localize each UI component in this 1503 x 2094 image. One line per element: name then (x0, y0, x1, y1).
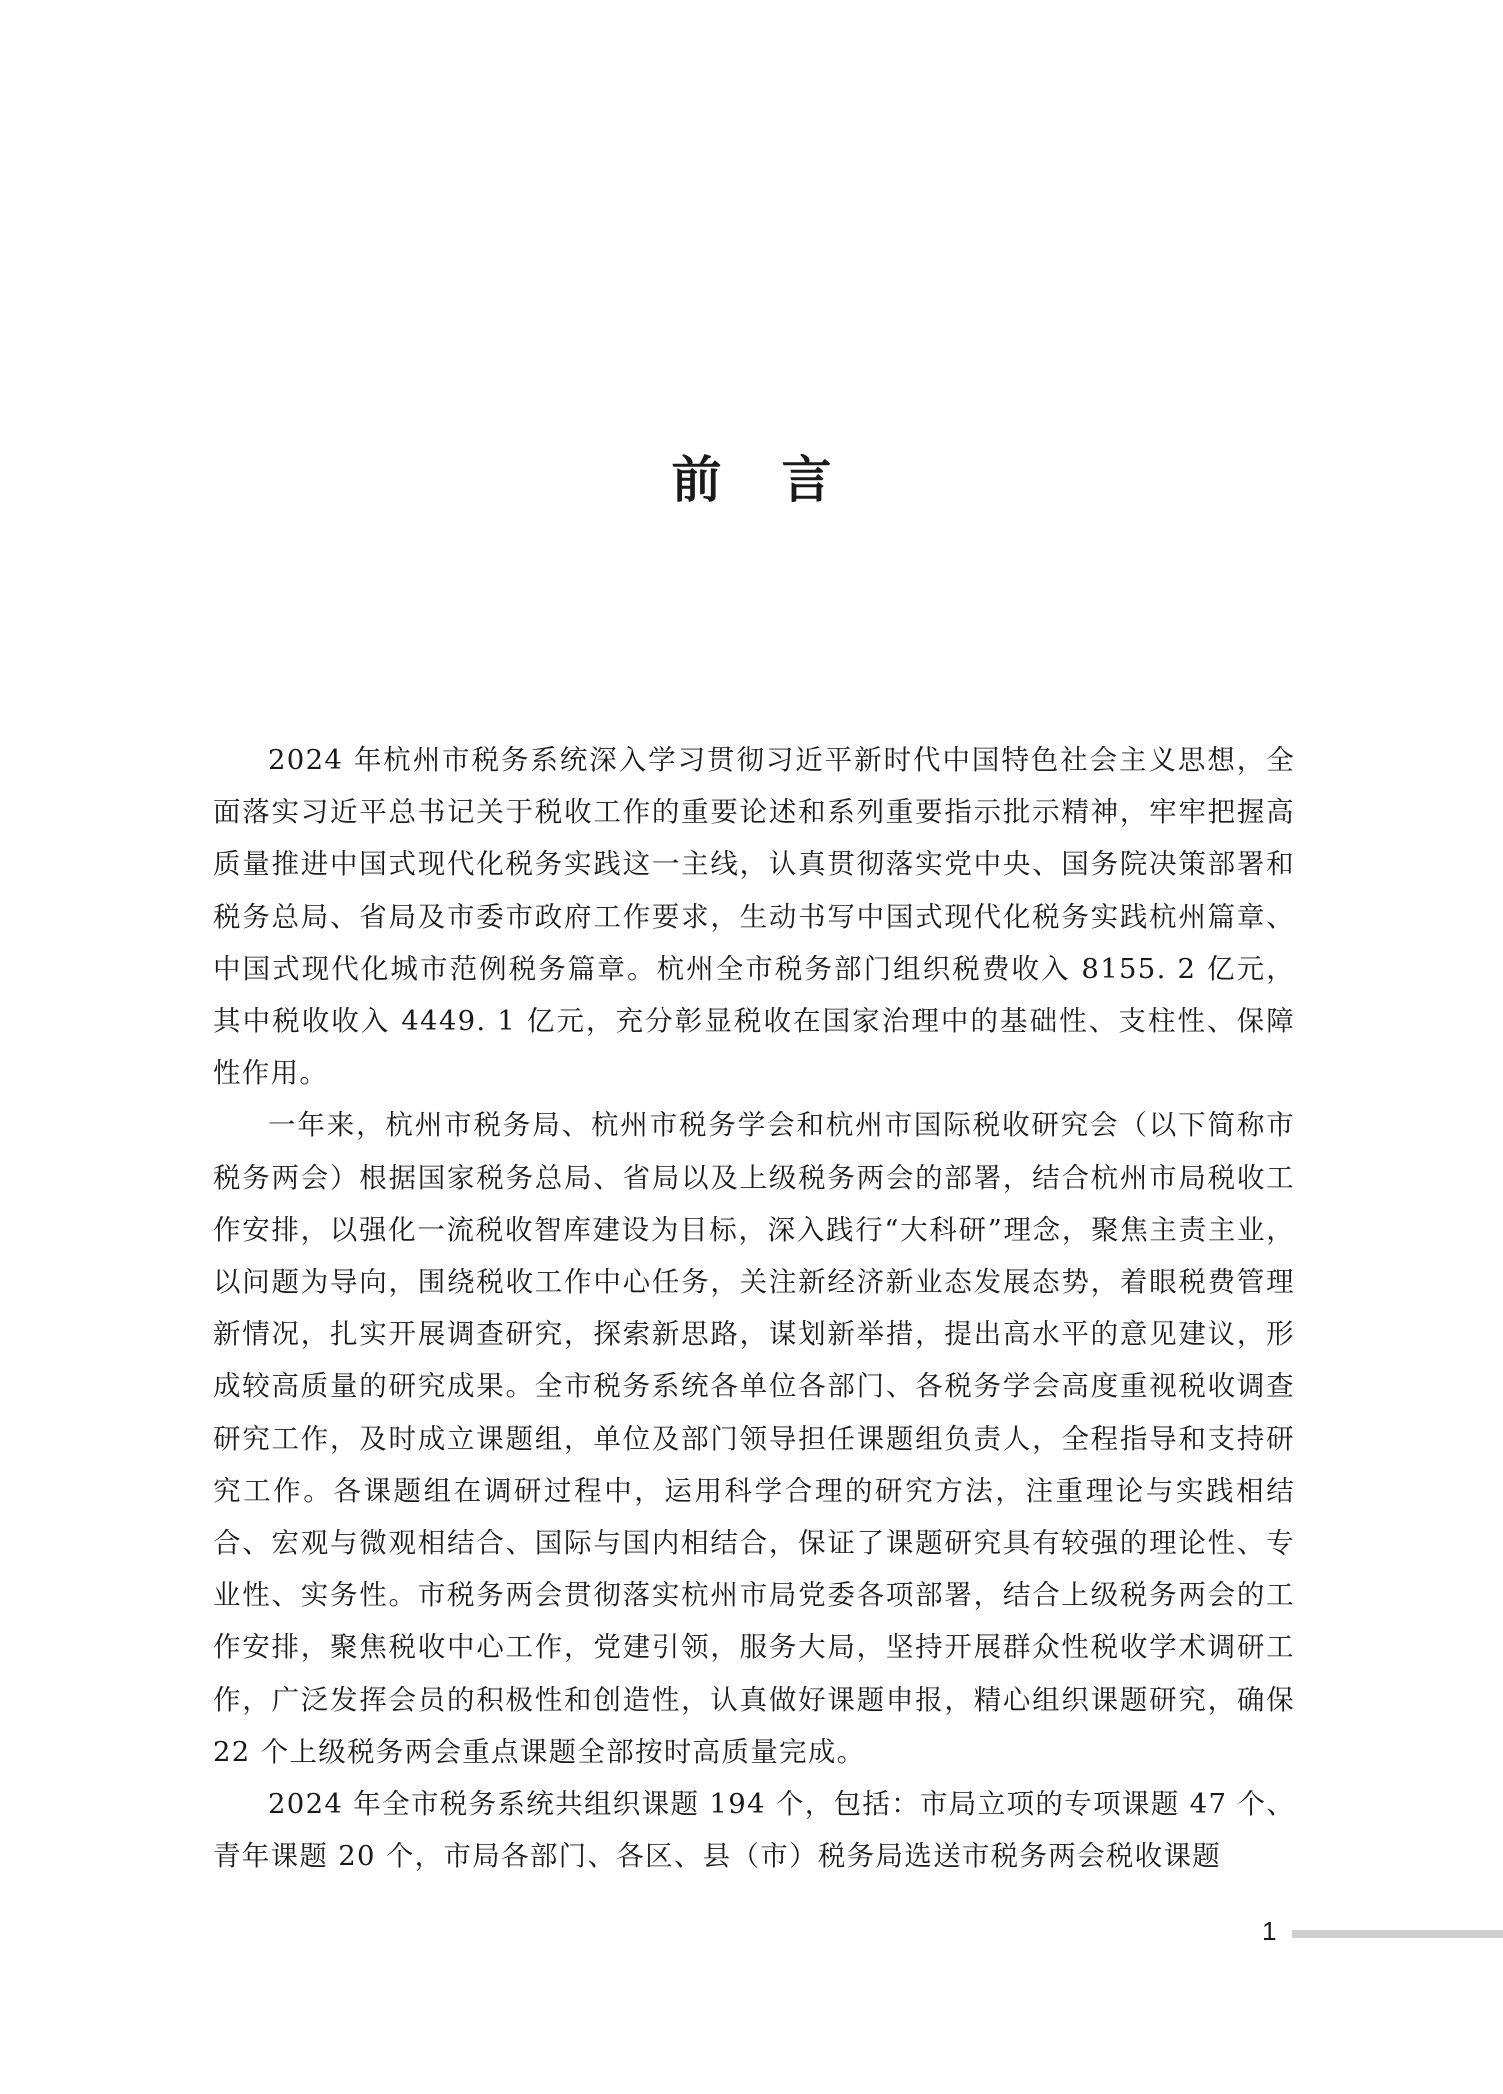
paragraph-2: 一年来，杭州市税务局、杭州市税务学会和杭州市国际税收研究会（以下简称市税务两会）根据国家税务总局、省局以及上级税务两会的部署，结合杭州市局税收工作安排，以强化一流税收智库建设为目标，深入践行“大科研”理念，聚焦主责主业，以问题为导向，围绕税收工作中心任务，关注新经济新业态发展态势，着眼税费管理新情况，扎实开展调查研究，探索新思路，谋划新举措，提出高水平的意见建议，形成较高质量的研究成果。全市税务系统各单位各部门、各税务学会高度重视税收调查研究工作，及时成立课题组，单位及部门领导担任课题组负责人，全程指导和支持研究工作。各课题组在调研过程中，运用科学合理的研究方法，注重理论与实践相结合、宏观与微观相结合、国际与国内相结合，保证了课题研究具有较强的理论性、专业性、实务性。市税务两会贯彻落实杭州市局党委各项部署，结合上级税务两会的工作安排，聚焦税收中心工作，党建引领，服务大局，坚持开展群众性税收学术调研工作，广泛发挥会员的积极性和创造性，认真做好课题申报，精心组织课题研究，确保 22 个上级税务两会重点课题全部按时高质量完成。 (213, 1109, 1295, 1768)
paragraph-3: 2024 年全市税务系统共组织课题 194 个，包括：市局立项的专项课题 47 个、青年课题 20 个，市局各部门、各区、县（市）税务局选送市税务两会税收课题 (213, 1788, 1295, 1873)
page-title: 前言 (671, 450, 892, 509)
body-text (213, 734, 1295, 1882)
paragraph-1: 2024 年杭州市税务系统深入学习贯彻习近平新时代中国特色社会主义思想，全面落实习近平总书记关于税收工作的重要论述和系列重要指示批示精神，牢牢把握高质量推进中国式现代化税务实践这一主线，认真贯彻落实党中央、国务院决策部署和税务总局、省局及市委市政府工作要求，生动书写中国式现代化税务实践杭州篇章、中国式现代化城市范例税务篇章。杭州全市税务部门组织税费收入 8155. 2 亿元，其中税收收入 4449. 1 亿元，充分彰显税收在国家治理中的基础性、支柱性、保障性作用。 (213, 744, 1295, 1090)
page-number: 1 (1262, 1916, 1277, 1946)
page-number-rule (1292, 1930, 1503, 1938)
